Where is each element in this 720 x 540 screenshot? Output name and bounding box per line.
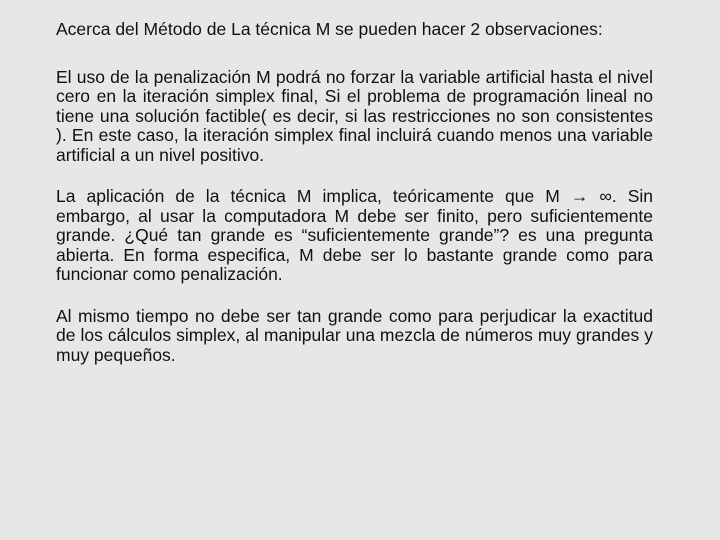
slide-body — [56, 20, 653, 387]
observation-2-paragraph: La aplicación de la técnica M implica, teóricamente que M → ∞. Sin embargo, al usar la computadora M debe ser finito, pero suficientemente grande. ¿Qué tan grande es “suficientemente grande”? es una pregunta abierta. En forma especifica, M debe ser lo bastante grande como para funcionar como penalización. — [56, 186, 653, 284]
intro-paragraph: Acerca del Método de La técnica M se pueden hacer 2 observaciones: — [56, 19, 603, 39]
observation-2-continuation-paragraph: Al mismo tiempo no debe ser tan grande como para perjudicar la exactitud de los cálculos simplex, al manipular una mezcla de números muy grandes y muy pequeños. — [56, 305, 653, 365]
observation-1-paragraph: El uso de la penalización M podrá no forzar la variable artificial hasta el nivel cero en la iteración simplex final, Si el problema de programación lineal no tiene una solución factible( es decir, si las restricciones no son consistentes ). En este caso, la iteración simplex final incluirá cuando menos una variable artificial a un nivel positivo. — [56, 66, 653, 165]
